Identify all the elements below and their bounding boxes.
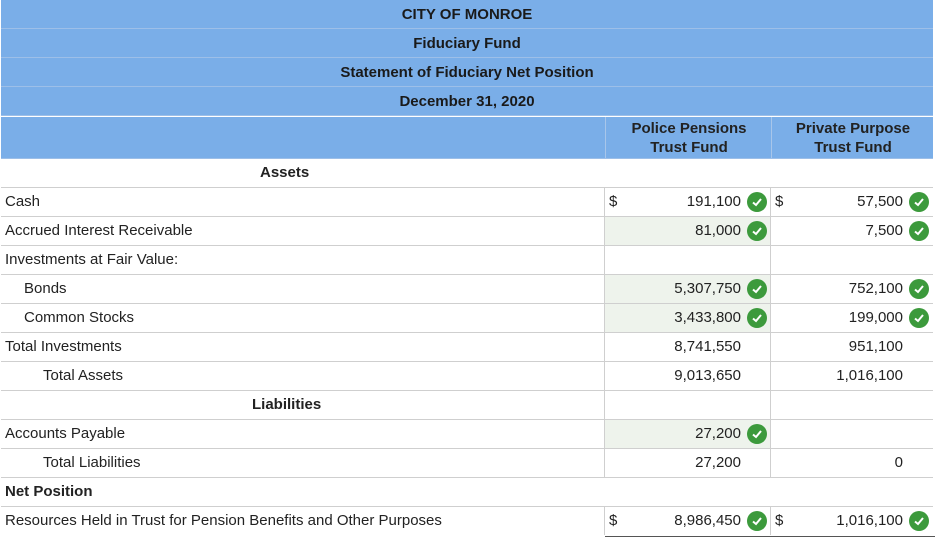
bonds-private-cell[interactable] bbox=[770, 275, 935, 303]
net-position-heading: Net Position bbox=[5, 483, 93, 500]
cash-police-value[interactable]: 191,100 bbox=[686, 193, 741, 210]
accrued-private-value[interactable]: 7,500 bbox=[865, 222, 903, 239]
bonds-private-value[interactable]: 752,100 bbox=[848, 280, 903, 297]
cash-police-cell[interactable] bbox=[604, 188, 771, 216]
cash-private-value[interactable]: 57,500 bbox=[857, 193, 903, 210]
currency-symbol: $ bbox=[609, 193, 618, 210]
stocks-private-value[interactable]: 199,000 bbox=[848, 309, 903, 326]
table-row bbox=[1, 420, 933, 449]
empty-cell bbox=[604, 246, 771, 274]
table-row bbox=[1, 333, 933, 362]
check-icon bbox=[747, 221, 767, 241]
police-pensions-column-header bbox=[605, 117, 772, 158]
assets-heading: Assets bbox=[260, 164, 310, 181]
row-label-total-investments: Total Investments bbox=[5, 338, 122, 355]
row-label-stocks: Common Stocks bbox=[24, 309, 135, 326]
table-row bbox=[1, 217, 933, 246]
total-assets-police-cell bbox=[604, 362, 771, 390]
total-investments-police-value: 8,741,550 bbox=[674, 338, 741, 355]
stocks-police-value[interactable]: 3,433,800 bbox=[674, 309, 741, 326]
row-label-accrued: Accrued Interest Receivable bbox=[5, 222, 193, 239]
total-assets-private-value: 1,016,100 bbox=[836, 367, 903, 384]
table-row bbox=[1, 246, 933, 275]
row-label-bonds: Bonds bbox=[24, 280, 67, 297]
check-icon bbox=[909, 192, 929, 212]
total-investments-private-value: 951,100 bbox=[848, 338, 903, 355]
column-header-line: Trust Fund bbox=[650, 138, 728, 156]
total-liabilities-private-cell bbox=[770, 449, 935, 477]
column-header-line: Police Pensions bbox=[631, 119, 747, 137]
accounts-payable-private-cell[interactable] bbox=[770, 420, 935, 448]
table-row bbox=[1, 507, 933, 535]
liabilities-heading: Liabilities bbox=[252, 396, 322, 413]
accrued-police-value[interactable]: 81,000 bbox=[695, 222, 741, 239]
row-label-accounts-payable: Accounts Payable bbox=[5, 425, 126, 442]
check-icon bbox=[909, 221, 929, 241]
check-icon bbox=[747, 279, 767, 299]
column-header-line: Private Purpose bbox=[795, 119, 911, 137]
total-assets-police-value: 9,013,650 bbox=[674, 367, 741, 384]
column-header-line: Trust Fund bbox=[814, 138, 892, 156]
check-icon bbox=[747, 424, 767, 444]
check-icon bbox=[747, 511, 767, 531]
resources-police-cell[interactable] bbox=[604, 507, 771, 535]
statement-title: Statement of Fiduciary Net Position bbox=[1, 58, 933, 87]
private-purpose-column-header bbox=[771, 117, 934, 158]
currency-symbol: $ bbox=[775, 512, 784, 529]
cash-private-cell[interactable] bbox=[770, 188, 935, 216]
bonds-police-cell[interactable] bbox=[604, 275, 771, 303]
double-underline bbox=[771, 536, 935, 537]
accounts-payable-police-value[interactable]: 27,200 bbox=[695, 425, 741, 442]
empty-cell bbox=[604, 391, 771, 419]
row-label-investments: Investments at Fair Value: bbox=[5, 251, 179, 268]
table-row bbox=[1, 362, 933, 391]
resources-private-cell[interactable] bbox=[770, 507, 935, 535]
entity-title: CITY OF MONROE bbox=[1, 0, 933, 29]
assets-heading-row bbox=[1, 159, 933, 188]
net-position-heading-row bbox=[1, 478, 933, 507]
row-label-total-assets: Total Assets bbox=[43, 367, 124, 384]
currency-symbol: $ bbox=[775, 193, 784, 210]
total-liabilities-police-cell bbox=[604, 449, 771, 477]
row-label-resources: Resources Held in Trust for Pension Benefits and Other Purposes bbox=[5, 512, 442, 529]
total-assets-private-cell bbox=[770, 362, 935, 390]
empty-cell bbox=[770, 391, 935, 419]
check-icon bbox=[909, 511, 929, 531]
empty-cell bbox=[770, 246, 935, 274]
total-investments-police-cell bbox=[604, 333, 771, 361]
table-row bbox=[1, 275, 933, 304]
currency-symbol: $ bbox=[609, 512, 618, 529]
total-liabilities-private-value: 0 bbox=[894, 454, 903, 471]
resources-police-value[interactable]: 8,986,450 bbox=[674, 512, 741, 529]
table-row bbox=[1, 188, 933, 217]
check-icon bbox=[909, 308, 929, 328]
check-icon bbox=[909, 279, 929, 299]
column-header-row bbox=[1, 117, 933, 159]
fund-title: Fiduciary Fund bbox=[1, 29, 933, 58]
check-icon bbox=[747, 192, 767, 212]
row-label-total-liabilities: Total Liabilities bbox=[43, 454, 141, 471]
double-underline bbox=[605, 536, 771, 537]
statement-date: December 31, 2020 bbox=[1, 87, 933, 116]
bonds-police-value[interactable]: 5,307,750 bbox=[674, 280, 741, 297]
accounts-payable-police-cell[interactable] bbox=[604, 420, 771, 448]
stocks-police-cell[interactable] bbox=[604, 304, 771, 332]
stocks-private-cell[interactable] bbox=[770, 304, 935, 332]
total-investments-private-cell bbox=[770, 333, 935, 361]
table-row bbox=[1, 449, 933, 478]
accrued-police-cell[interactable] bbox=[604, 217, 771, 245]
accrued-private-cell[interactable] bbox=[770, 217, 935, 245]
row-label-cash: Cash bbox=[5, 193, 41, 210]
resources-private-value[interactable]: 1,016,100 bbox=[836, 512, 903, 529]
table-row bbox=[1, 304, 933, 333]
check-icon bbox=[747, 308, 767, 328]
total-liabilities-police-value: 27,200 bbox=[695, 454, 741, 471]
liabilities-heading-row bbox=[1, 391, 933, 420]
